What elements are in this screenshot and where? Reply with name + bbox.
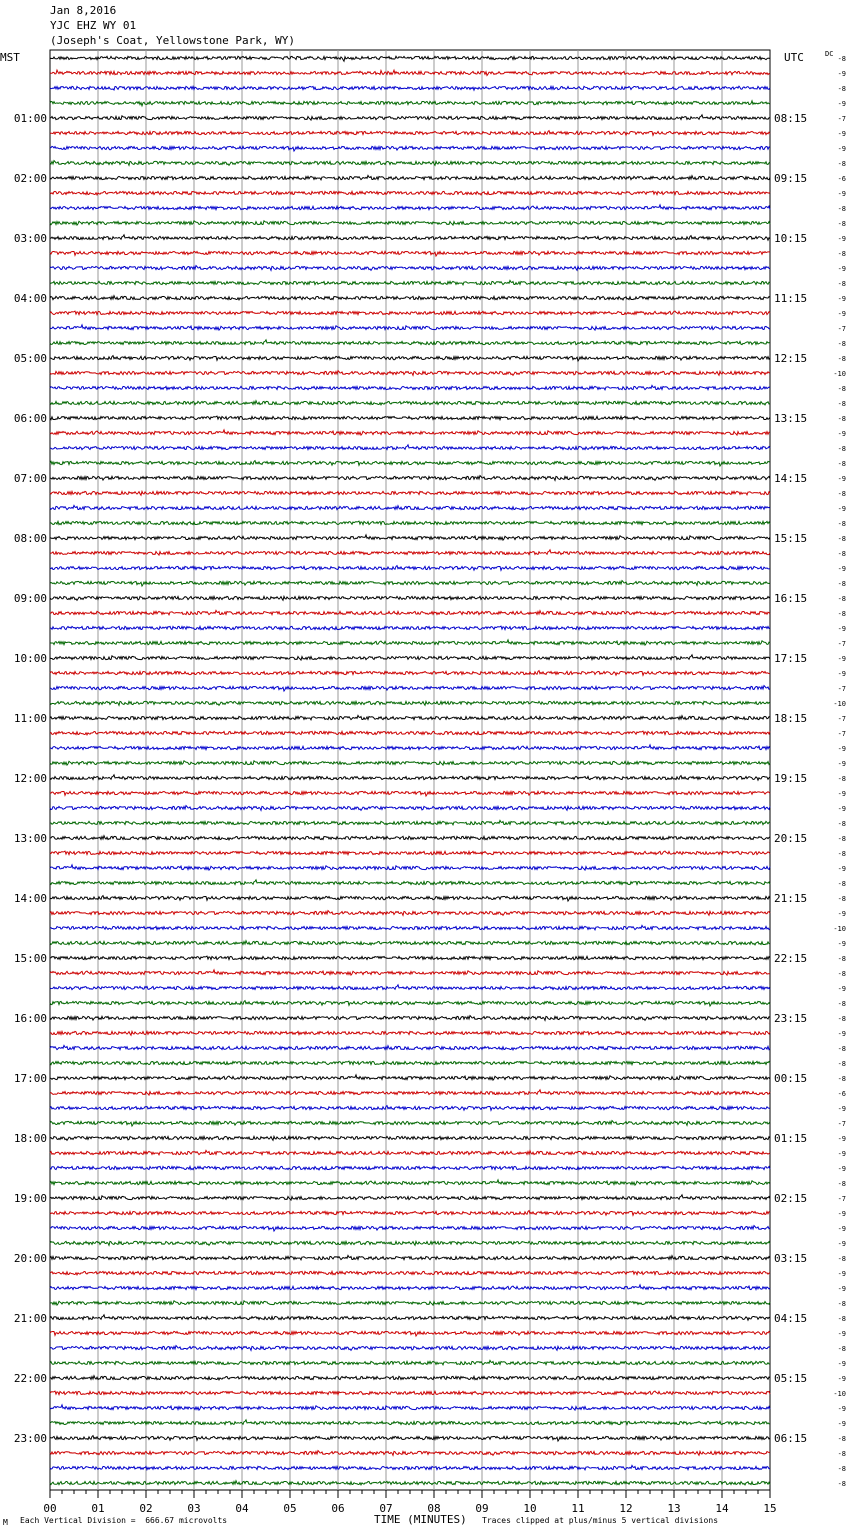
utc-hour-label: 21:15 [774,892,808,905]
dc-offset-label: -7 [837,325,846,333]
seismic-trace [50,1180,770,1185]
x-tick-label: 07 [379,1502,393,1515]
dc-offset-label: -9 [837,1330,846,1338]
seismic-trace [50,1045,770,1050]
dc-offset-label: -9 [837,235,846,243]
dc-offset-label: -6 [837,1090,846,1098]
seismic-trace [50,1315,770,1320]
utc-hour-label: 20:15 [774,832,808,845]
seismic-trace [50,86,770,90]
mst-hour-label: 08:00 [13,532,47,545]
seismic-trace [50,1001,770,1006]
seismic-trace [50,521,770,525]
dc-offset-label: -8 [837,1180,846,1188]
seismic-trace [50,820,770,824]
utc-hour-label: 11:15 [774,292,808,305]
x-tick-label: 12 [619,1502,633,1515]
seismic-trace [50,101,770,106]
seismic-trace [50,221,770,225]
dc-offset-label: -8 [837,85,846,93]
dc-offset-label: -8 [837,1015,846,1023]
utc-hour-label: 02:15 [774,1192,808,1205]
dc-offset-label: -9 [837,1165,846,1173]
x-axis-title: TIME (MINUTES) [374,1513,467,1526]
seismic-trace [50,235,770,240]
seismic-trace [50,626,770,630]
seismic-trace [50,1061,770,1065]
dc-offset-label: -8 [837,355,846,363]
dc-offset-label: -8 [837,1345,846,1353]
seismic-trace [50,550,770,555]
mst-hour-label: 21:00 [13,1312,47,1325]
seismic-trace [50,1465,770,1469]
seismic-trace [50,610,770,615]
dc-offset-label: -10 [833,1390,846,1398]
mst-hour-label: 03:00 [13,232,47,245]
seismic-trace [50,56,770,61]
dc-offset-label: -7 [837,115,846,123]
seismic-trace [50,956,770,960]
utc-hour-label: 01:15 [774,1132,808,1145]
x-tick-label: 10 [523,1502,537,1515]
dc-offset-label: -8 [837,775,846,783]
utc-hour-label: 15:15 [774,532,808,545]
dc-offset-label: -9 [837,1405,846,1413]
seismic-trace [50,865,770,870]
mst-hour-label: 16:00 [13,1012,47,1025]
seismic-trace [50,535,770,540]
dc-offset-label: -8 [837,205,846,213]
seismic-trace [50,161,770,166]
station-location: (Joseph's Coat, Yellowstone Park, WY) [50,34,296,47]
mst-hour-label: 02:00 [13,172,47,185]
seismic-trace [50,1301,770,1305]
plot-date: Jan 8,2016 [50,4,117,17]
dc-offset-label: -9 [837,1270,846,1278]
seismic-trace [50,640,770,645]
seismic-trace [50,1031,770,1035]
x-tick-label: 02 [139,1502,153,1515]
dc-offset-label: -8 [837,1045,846,1053]
dc-offset-label: -9 [837,295,846,303]
dc-offset-label: -9 [837,1105,846,1113]
seismic-trace [50,896,770,901]
dc-offset-label: -8 [837,220,846,228]
seismic-trace [50,1166,770,1170]
x-tick-label: 05 [283,1502,297,1515]
dc-offset-label: -8 [837,460,846,468]
seismic-trace [50,596,770,600]
dc-offset-label: -9 [837,430,846,438]
seismic-trace [50,1226,770,1231]
utc-hour-label: 18:15 [774,712,808,725]
seismic-trace [50,985,770,990]
mst-hour-label: 12:00 [13,772,47,785]
mst-hour-label: 20:00 [13,1252,47,1265]
seismic-trace [50,311,770,315]
dc-offset-label: -9 [837,1240,846,1248]
seismic-trace [50,491,770,495]
utc-hour-label: 12:15 [774,352,808,365]
x-tick-label: 08 [427,1502,441,1515]
dc-offset-label: -8 [837,250,846,258]
utc-hour-label: 17:15 [774,652,808,665]
mst-hour-label: 05:00 [13,352,47,365]
dc-offset-label: -9 [837,1030,846,1038]
mst-hour-label: 19:00 [13,1192,47,1205]
seismic-trace [50,851,770,855]
mst-hour-label: 18:00 [13,1132,47,1145]
seismic-trace [50,1391,770,1395]
seismic-trace [50,1331,770,1336]
seismic-trace [50,941,770,945]
dc-offset-label: -8 [837,1450,846,1458]
seismic-trace [50,70,770,75]
dc-offset-label: -8 [837,1480,846,1488]
seismic-trace [50,340,770,345]
dc-offset-label: -9 [837,655,846,663]
dc-offset-label: -8 [837,490,846,498]
dc-offset-label: -9 [837,805,846,813]
seismic-trace [50,476,770,481]
dc-offset-label: -9 [837,1225,846,1233]
dc-offset-label: -8 [837,535,846,543]
dc-offset-label: -9 [837,475,846,483]
utc-hour-label: 16:15 [774,592,808,605]
dc-offset-label: -10 [833,925,846,933]
x-tick-label: 13 [667,1502,681,1515]
dc-offset-label: -8 [837,955,846,963]
dc-offset-label: -8 [837,550,846,558]
dc-offset-label: -9 [837,70,846,78]
seismic-trace [50,505,770,510]
seismic-trace [50,371,770,376]
seismic-trace [50,566,770,571]
dc-offset-label: -9 [837,760,846,768]
utc-hour-label: 09:15 [774,172,808,185]
seismic-trace [50,1136,770,1140]
mst-hour-label: 15:00 [13,952,47,965]
station-code: YJC EHZ WY 01 [50,19,137,32]
dc-offset-label: -10 [833,700,846,708]
x-tick-label: 15 [763,1502,777,1515]
seismic-trace [50,970,770,975]
dc-offset-label: -9 [837,790,846,798]
mst-hour-label: 06:00 [13,412,47,425]
seismic-trace [50,715,770,719]
seismic-trace [50,880,770,885]
left-axis-label: MST [0,51,20,64]
dc-offset-label: -7 [837,1195,846,1203]
utc-hour-label: 10:15 [774,232,808,245]
dc-offset-label: -7 [837,640,846,648]
utc-hour-label: 00:15 [774,1072,808,1085]
utc-hour-label: 14:15 [774,472,808,485]
seismic-trace [50,131,770,136]
mst-hour-label: 11:00 [13,712,47,725]
seismic-trace [50,836,770,840]
utc-hour-label: 23:15 [774,1012,808,1025]
seismic-trace [50,1150,770,1155]
seismic-trace [50,671,770,676]
footer-clip-note: Traces clipped at plus/minus 5 vertical divisions [482,1516,719,1525]
dc-offset-label: -8 [837,580,846,588]
dc-offset-label: -8 [837,1435,846,1443]
seismic-trace [50,146,770,151]
dc-offset-label: -8 [837,1465,846,1473]
x-tick-label: 09 [475,1502,489,1515]
seismic-trace [50,775,770,780]
seismic-trace [50,1090,770,1095]
seismic-trace [50,731,770,735]
dc-offset-label: -8 [837,340,846,348]
dc-offset-label: -8 [837,385,846,393]
seismic-trace [50,205,770,210]
corner-mark: M [3,1518,8,1527]
dc-label: DC [825,50,834,58]
x-tick-label: 14 [715,1502,729,1515]
seismic-trace [50,461,770,466]
dc-offset-label: -8 [837,445,846,453]
seismic-trace [50,1436,770,1441]
seismic-trace [50,385,770,389]
dc-offset-label: -8 [837,160,846,168]
seismic-trace [50,806,770,811]
utc-hour-label: 22:15 [774,952,808,965]
dc-offset-label: -10 [833,370,846,378]
dc-offset-label: -9 [837,190,846,198]
dc-offset-label: -9 [837,265,846,273]
dc-offset-label: -8 [837,595,846,603]
dc-offset-label: -8 [837,880,846,888]
seismic-trace [50,356,770,361]
utc-hour-label: 08:15 [774,112,808,125]
seismic-trace [50,325,770,330]
x-tick-label: 06 [331,1502,345,1515]
utc-hour-label: 13:15 [774,412,808,425]
seismic-trace [50,266,770,271]
dc-offset-label: -8 [837,1255,846,1263]
dc-offset-label: -9 [837,505,846,513]
dc-offset-label: -9 [837,670,846,678]
seismic-trace [50,1255,770,1259]
dc-offset-label: -8 [837,1300,846,1308]
seismic-trace [50,1075,770,1080]
dc-offset-label: -7 [837,715,846,723]
seismic-trace [50,296,770,300]
dc-offset-label: -8 [837,55,846,63]
seismic-trace [50,1346,770,1351]
utc-hour-label: 03:15 [774,1252,808,1265]
dc-offset-label: -9 [837,1285,846,1293]
seismic-trace [50,280,770,284]
seismic-trace [50,1211,770,1216]
dc-offset-label: -8 [837,1075,846,1083]
seismic-trace [50,416,770,420]
seismic-trace [50,1451,770,1456]
right-axis-label: UTC [784,51,804,64]
footer-scale-note: Each Vertical Division = 666.67 microvolts [20,1516,228,1525]
seismic-trace [50,655,770,660]
mst-hour-label: 14:00 [13,892,47,905]
x-tick-label: 04 [235,1502,249,1515]
seismic-trace [50,251,770,256]
dc-offset-label: -7 [837,730,846,738]
x-tick-label: 03 [187,1502,201,1515]
seismic-trace [50,1241,770,1245]
mst-hour-label: 17:00 [13,1072,47,1085]
dc-offset-label: -7 [837,1120,846,1128]
utc-hour-label: 04:15 [774,1312,808,1325]
mst-hour-label: 13:00 [13,832,47,845]
seismic-trace [50,1121,770,1126]
dc-offset-label: -9 [837,1360,846,1368]
dc-offset-label: -9 [837,145,846,153]
dc-offset-label: -8 [837,1060,846,1068]
dc-offset-label: -8 [837,415,846,423]
seismic-trace [50,1016,770,1021]
seismic-trace [50,1285,770,1290]
x-tick-label: 11 [571,1502,585,1515]
mst-hour-label: 01:00 [13,112,47,125]
seismic-trace [50,911,770,916]
seismic-trace [50,1376,770,1380]
dc-offset-label: -9 [837,1150,846,1158]
seismic-trace [50,925,770,929]
mst-hour-label: 23:00 [13,1432,47,1445]
seismic-trace [50,1360,770,1364]
seismic-trace [50,115,770,120]
seismic-trace [50,1481,770,1485]
seismic-trace [50,581,770,586]
dc-offset-label: -8 [837,970,846,978]
mst-hour-label: 07:00 [13,472,47,485]
seismic-trace [50,686,770,691]
dc-offset-label: -8 [837,1315,846,1323]
seismic-trace [50,791,770,796]
dc-offset-label: -7 [837,685,846,693]
dc-offset-label: -9 [837,865,846,873]
seismic-trace [50,445,770,450]
x-tick-label: 01 [91,1502,105,1515]
dc-offset-label: -8 [837,1000,846,1008]
dc-offset-label: -9 [837,1210,846,1218]
seismic-trace [50,175,770,179]
dc-offset-label: -8 [837,610,846,618]
seismic-trace [50,191,770,195]
dc-offset-label: -8 [837,520,846,528]
seismic-trace [50,1405,770,1410]
seismic-trace [50,1420,770,1425]
seismic-trace [50,745,770,750]
mst-hour-label: 10:00 [13,652,47,665]
seismic-trace [50,430,770,435]
dc-offset-label: -9 [837,130,846,138]
utc-hour-label: 05:15 [774,1372,808,1385]
utc-hour-label: 19:15 [774,772,808,785]
dc-offset-label: -9 [837,745,846,753]
dc-offset-label: -9 [837,1420,846,1428]
seismic-trace [50,701,770,705]
dc-offset-label: -9 [837,1135,846,1143]
dc-offset-label: -8 [837,895,846,903]
dc-offset-label: -9 [837,625,846,633]
seismic-trace [50,1106,770,1111]
dc-offset-label: -8 [837,400,846,408]
dc-offset-label: -8 [837,835,846,843]
dc-offset-label: -9 [837,910,846,918]
seismic-trace [50,761,770,765]
dc-offset-label: -9 [837,565,846,573]
dc-offset-label: -9 [837,940,846,948]
mst-hour-label: 04:00 [13,292,47,305]
dc-offset-label: -9 [837,985,846,993]
mst-hour-label: 22:00 [13,1372,47,1385]
dc-offset-label: -9 [837,310,846,318]
seismic-trace [50,1271,770,1275]
x-tick-label: 00 [43,1502,57,1515]
dc-offset-label: -8 [837,850,846,858]
mst-hour-label: 09:00 [13,592,47,605]
dc-offset-label: -8 [837,820,846,828]
seismic-trace [50,1195,770,1200]
dc-offset-label: -6 [837,175,846,183]
dc-offset-label: -9 [837,1375,846,1383]
dc-offset-label: -8 [837,280,846,288]
seismic-trace [50,401,770,405]
dc-offset-label: -9 [837,100,846,108]
utc-hour-label: 06:15 [774,1432,808,1445]
